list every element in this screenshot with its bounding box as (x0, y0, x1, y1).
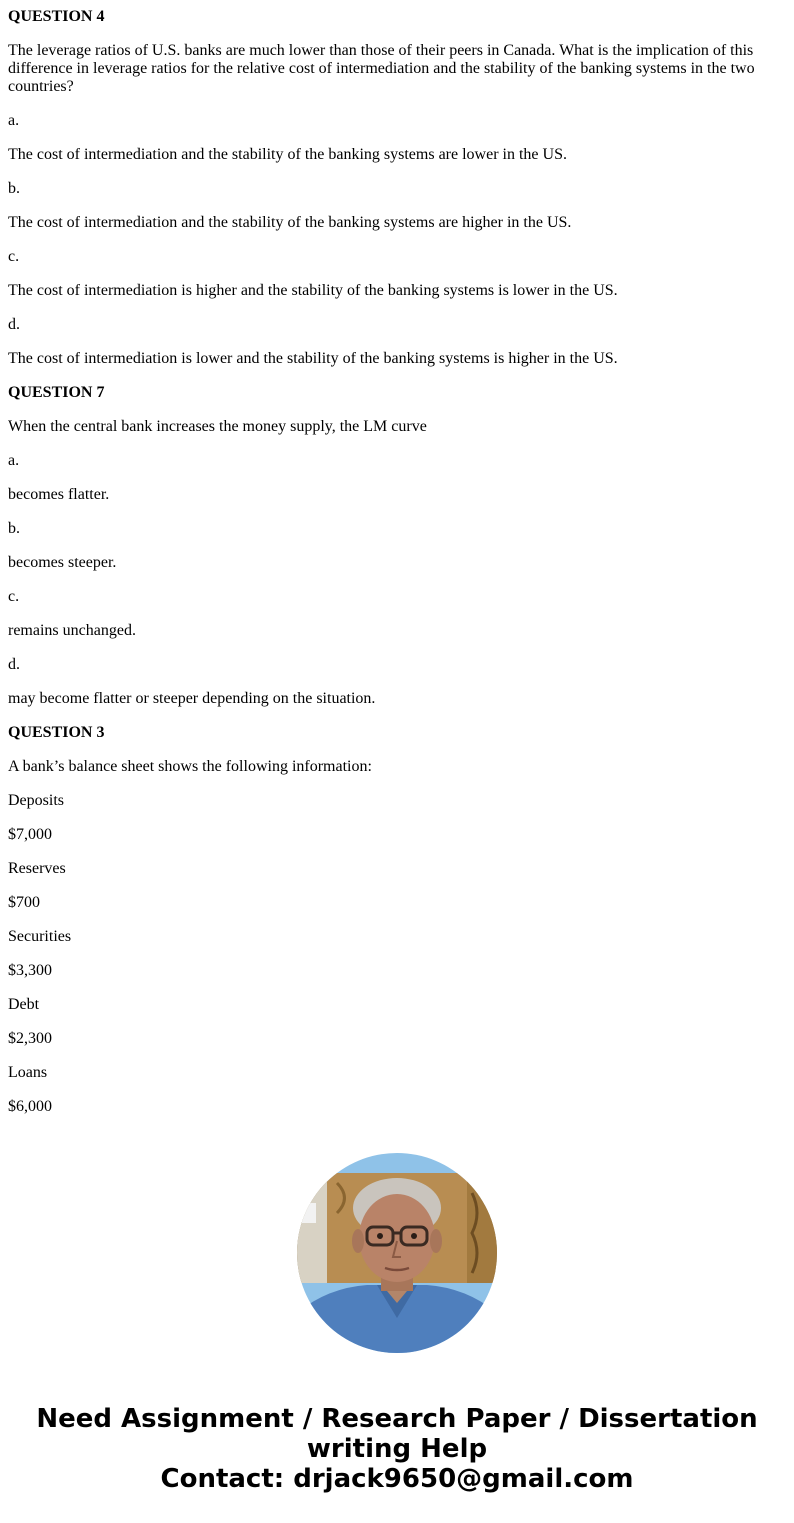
promo-line: Need Assignment / Research Paper / Dissertation (36, 1404, 758, 1434)
balance-item-label: Securities (8, 928, 72, 945)
balance-item-value: $2,300 (8, 1030, 52, 1047)
balance-item-value: $7,000 (8, 826, 52, 843)
option-letter: a. (8, 112, 20, 129)
promo-contact: Contact: drjack9650@gmail.com (160, 1464, 634, 1494)
option-text: The cost of intermediation is lower and the stability of the banking systems is higher in the US. (8, 350, 618, 367)
option-letter: a. (8, 452, 20, 469)
promo-banner (0, 1404, 794, 1494)
balance-item-value: $3,300 (8, 962, 52, 979)
option-text: The cost of intermediation and the stability of the banking systems are lower in the US. (8, 146, 567, 163)
question-4 (8, 8, 786, 368)
balance-item-label: Deposits (8, 792, 64, 809)
option-text: may become flatter or steeper depending on the situation. (8, 690, 376, 707)
question-3 (8, 724, 786, 1116)
balance-item-label: Loans (8, 1064, 48, 1081)
option-text: remains unchanged. (8, 622, 136, 639)
question-7 (8, 384, 786, 708)
question-prompt: The leverage ratios of U.S. banks are much lower than those of their peers in Canada. What is the implication of this difference in leverage ratios for the relative cost of intermediation and the stability of the banking systems in the two countries? (8, 42, 755, 95)
option-text: The cost of intermediation and the stability of the banking systems are higher in the US. (8, 214, 572, 231)
avatar-portrait (297, 1153, 497, 1353)
balance-item-value: $6,000 (8, 1098, 52, 1115)
balance-item-label: Reserves (8, 860, 66, 877)
option-text: becomes steeper. (8, 554, 117, 571)
question-prompt: When the central bank increases the money supply, the LM curve (8, 418, 427, 435)
question-title: QUESTION 4 (8, 8, 105, 25)
option-letter: c. (8, 588, 20, 605)
option-letter: b. (8, 180, 20, 197)
promo-line: writing Help (306, 1434, 488, 1464)
option-letter: c. (8, 248, 20, 265)
option-letter: b. (8, 520, 20, 537)
question-title: QUESTION 7 (8, 384, 105, 401)
balance-item-label: Debt (8, 996, 40, 1013)
balance-item-value: $700 (8, 894, 40, 911)
option-text: becomes flatter. (8, 486, 110, 503)
question-title: QUESTION 3 (8, 724, 105, 741)
question-prompt: A bank’s balance sheet shows the following information: (8, 758, 372, 775)
option-text: The cost of intermediation is higher and the stability of the banking systems is lower in the US. (8, 282, 618, 299)
avatar (297, 1153, 497, 1353)
option-letter: d. (8, 316, 20, 333)
option-letter: d. (8, 656, 20, 673)
